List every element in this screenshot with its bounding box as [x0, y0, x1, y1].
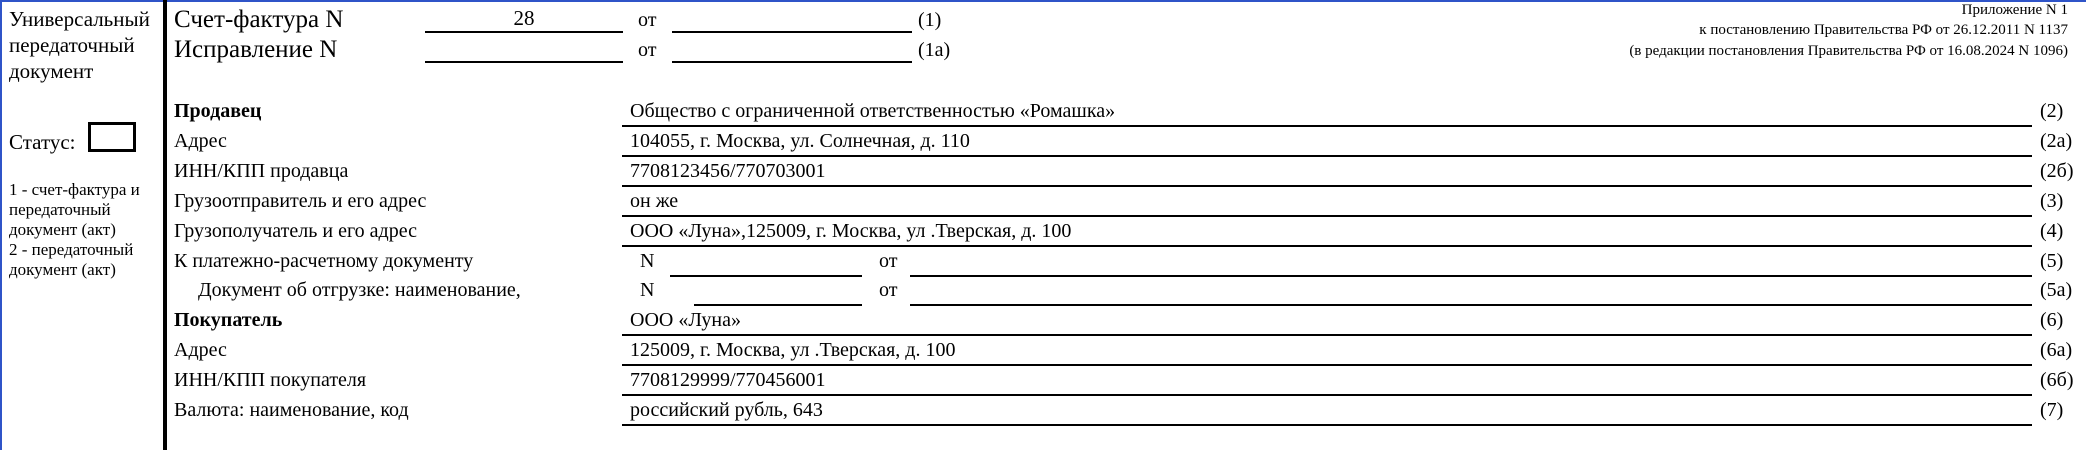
row-value[interactable]: российский рубль, 643 [630, 399, 823, 421]
row-code: (5а) [2040, 279, 2073, 301]
row-line [622, 125, 2032, 127]
row-value[interactable]: он же [630, 190, 679, 212]
row-code: (4) [2040, 220, 2064, 242]
row-label: Валюта: наименование, код [174, 399, 409, 421]
row-from-line [910, 304, 2032, 306]
appendix-line-2: к постановлению Правительства РФ от 26.12.2011 N 1137 [1699, 22, 2068, 38]
row-from-label: от [879, 250, 898, 272]
correction-number-line [425, 61, 623, 63]
status-legend-1: 1 - счет-фактура и передаточный документ (акт) [9, 180, 140, 239]
vertical-divider [163, 0, 167, 450]
row-label: Грузоотправитель и его адрес [174, 190, 427, 212]
row-code: (6а) [2040, 339, 2073, 361]
row-code: (3) [2040, 190, 2064, 212]
invoice-code: (1) [918, 9, 942, 31]
row-label: Продавец [174, 100, 262, 122]
correction-label: Исправление N [174, 36, 338, 63]
invoice-date-line [672, 31, 912, 33]
row-line [622, 155, 2032, 157]
row-label: ИНН/КПП продавца [174, 160, 349, 182]
row-code: (2) [2040, 100, 2064, 122]
row-line [622, 394, 2032, 396]
status-field[interactable] [88, 122, 136, 152]
row-code: (2б) [2040, 160, 2074, 182]
document-type: Универсальный передаточный документ [9, 7, 150, 83]
invoice-number[interactable]: 28 [513, 6, 535, 30]
row-code: (2а) [2040, 130, 2073, 152]
row-label: Адрес [174, 130, 227, 152]
row-line [622, 424, 2032, 426]
status-legend-2: 2 - передаточный документ (акт) [9, 240, 134, 279]
row-line [622, 245, 2032, 247]
row-line [622, 215, 2032, 217]
row-line [622, 334, 2032, 336]
row-from-line [910, 275, 2032, 277]
row-from-label: от [879, 279, 898, 301]
row-label: ИНН/КПП покупателя [174, 369, 367, 391]
row-label: Адрес [174, 339, 227, 361]
row-value[interactable]: ООО «Луна»,125009, г. Москва, ул .Тверская, д. 100 [630, 220, 1072, 242]
correction-from-label: от [638, 39, 657, 61]
correction-code: (1а) [918, 39, 951, 61]
row-value[interactable]: 7708129999/770456001 [630, 369, 826, 391]
row-code: (5) [2040, 250, 2064, 272]
invoice-label: Счет-фактура N [174, 6, 344, 33]
appendix-line-1: Приложение N 1 [1961, 2, 2068, 18]
left-border [0, 0, 2, 450]
row-value[interactable]: ООО «Луна» [630, 309, 741, 331]
row-label: Документ об отгрузке: наименование, [198, 279, 521, 301]
row-n-line [670, 275, 862, 277]
row-n-label: N [640, 279, 655, 301]
correction-date-line [672, 61, 912, 63]
row-n-line [694, 304, 862, 306]
row-value[interactable]: 104055, г. Москва, ул. Солнечная, д. 110 [630, 130, 970, 152]
row-code: (6) [2040, 309, 2064, 331]
row-value[interactable]: Общество с ограниченной ответственностью «Ромашка» [630, 100, 1116, 122]
status-legend [9, 180, 159, 280]
row-n-label: N [640, 250, 655, 272]
row-line [622, 185, 2032, 187]
status-label: Статус: [9, 130, 76, 154]
top-border [0, 0, 2086, 2]
row-code: (6б) [2040, 369, 2074, 391]
row-label: К платежно-расчетному документу [174, 250, 474, 272]
row-label: Покупатель [174, 309, 283, 331]
row-label: Грузополучатель и его адрес [174, 220, 417, 242]
appendix-line-3: (в редакции постановления Правительства РФ от 16.08.2024 N 1096) [1629, 43, 2068, 59]
row-value[interactable]: 125009, г. Москва, ул .Тверская, д. 100 [630, 339, 956, 361]
invoice-from-label: от [638, 9, 657, 31]
row-code: (7) [2040, 399, 2064, 421]
invoice-number-line [425, 31, 623, 33]
row-line [622, 364, 2032, 366]
row-value[interactable]: 7708123456/770703001 [630, 160, 826, 182]
